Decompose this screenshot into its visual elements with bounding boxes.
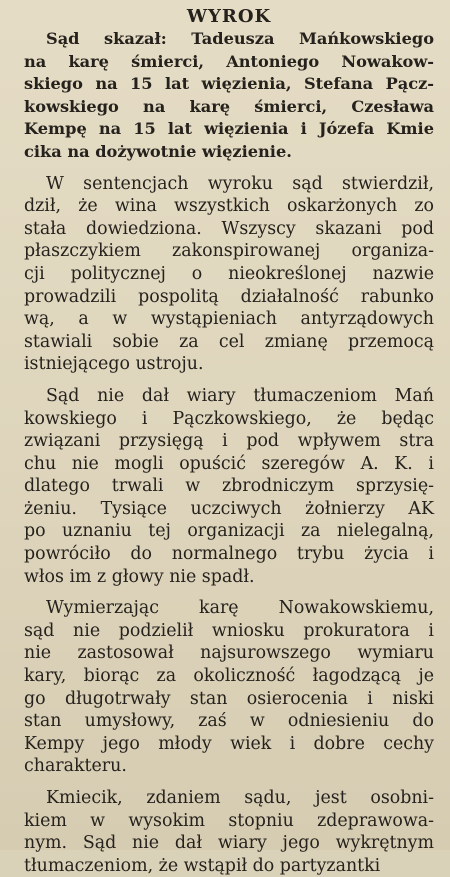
text-line: chu nie mogli opuścić szeregów A. K. i <box>24 453 434 474</box>
text-line: tłumaczeniom, że wstąpił do partyzantki <box>24 855 381 876</box>
text-line: powróciło do normalnego trybu życia i <box>24 544 434 565</box>
text-line: charakteru. <box>24 756 127 777</box>
article-body <box>24 28 434 877</box>
text-line: kowskiego na karę śmierci, Czesława <box>24 96 434 116</box>
text-line: płaszczykiem zakonspirowanej organiza- <box>24 241 434 262</box>
article-paragraph <box>24 28 434 164</box>
text-line: Kmiecik, zdaniem sądu, jest osobni- <box>46 788 434 808</box>
text-line: kiem w wysokim stopniu zdeprawowa- <box>24 810 434 831</box>
text-line: nie zastosował najsurowszego wymiaru <box>24 643 434 664</box>
text-line: Wymierzając karę Nowakowskiemu, <box>46 598 434 619</box>
text-line: prowadzili pospolitą działalność rabunko <box>24 286 434 307</box>
text-line: Sąd skazał: Tadeusza Mańkowskiego <box>46 29 434 48</box>
text-line: po uznaniu tej organizacji za nielegalną, <box>24 521 434 542</box>
text-line: stała dowiedziona. Wszyscy skazani pod <box>24 218 434 239</box>
text-line: stan umysłowy, zaś w odniesieniu do <box>24 711 434 732</box>
text-line: kary, biorąc za okoliczność łagodzącą je <box>24 666 434 687</box>
article-paragraph <box>24 787 434 877</box>
text-line: W sentencjach wyroku sąd stwierdził, <box>46 173 434 194</box>
text-line: Kempy jego młody wiek i dobre cechy <box>24 733 434 754</box>
text-line: Sąd nie dał wiary tłumaczeniom Mań <box>46 385 434 406</box>
text-line: nym. Sąd nie dał wiary jego wykrętnym <box>24 833 434 854</box>
text-line: włos im z głowy nie spadł. <box>24 566 255 587</box>
text-line: związani przysięgą i pod wpływem stra <box>24 431 434 452</box>
article-paragraph <box>24 597 434 778</box>
text-line: dził, że wina wszystkich oskarżonych zo <box>24 196 434 217</box>
article-paragraph <box>24 385 434 588</box>
text-line: wą, a w wystąpieniach antyrządowych <box>24 309 434 330</box>
text-line: Kempę na 15 lat więzienia i Józefa Kmie <box>24 119 434 139</box>
text-line: cika na dożywotnie więzienie. <box>24 141 292 161</box>
text-line: cji politycznej o nieokreślonej nazwie <box>24 263 434 284</box>
text-line: stawiali sobie za cel zmianę przemocą <box>24 331 434 352</box>
text-line: sąd nie podzielił wniosku prokuratora i <box>24 620 434 641</box>
text-line: kowskiego i Pączkowskiego, że będąc <box>24 408 434 429</box>
text-line: skiego na 15 lat więzienia, Stefana Pącz- <box>24 74 434 94</box>
text-line: go długotrwały stan osierocenia i niski <box>24 688 434 709</box>
article-paragraph <box>24 173 434 376</box>
text-line: dlatego trwali w zbrodniczym sprzysię- <box>24 476 434 497</box>
text-line: na karę śmierci, Antoniego Nowakow- <box>24 51 434 71</box>
text-line: żeniu. Tysiące uczciwych żołnierzy AK <box>24 498 434 519</box>
text-line: istniejącego ustroju. <box>24 354 204 375</box>
article-title: WYROK <box>186 6 272 27</box>
